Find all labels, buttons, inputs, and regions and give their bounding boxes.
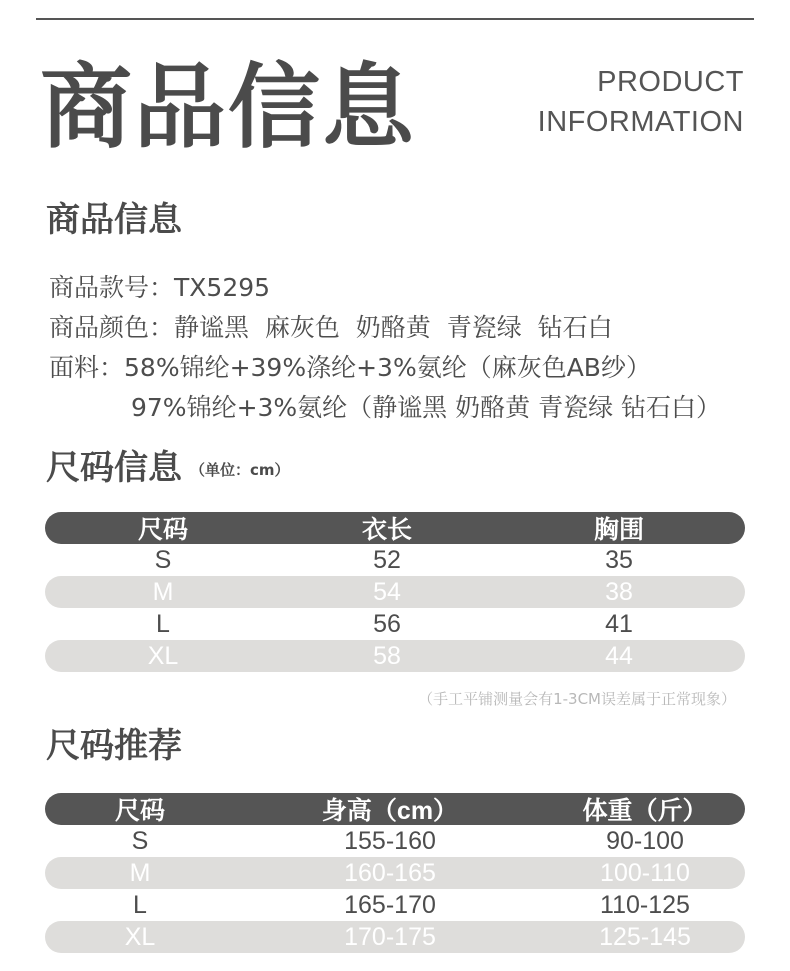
table-cell: XL: [147, 641, 179, 670]
table-cell: 56: [373, 609, 401, 638]
size-recommend-heading: 尺码推荐: [46, 726, 182, 766]
header-cell-chest: 胸围: [593, 516, 644, 544]
table-row: [45, 825, 745, 857]
size-info-table: [45, 512, 745, 672]
fabric-label: 面料：: [49, 353, 125, 382]
table-row: [45, 889, 745, 921]
table-cell: 41: [605, 609, 633, 638]
color-label: 商品颜色：: [49, 313, 175, 342]
fabric-line-2: 97%锦纶+3%氨纶（静谧黑 奶酪黄 青瓷绿 钻石白）: [131, 393, 722, 422]
table-cell: 52: [373, 545, 401, 574]
table-cell: 100-110: [600, 858, 690, 887]
hero-english-line-1: PRODUCT: [597, 66, 744, 98]
top-divider: [36, 18, 754, 20]
table-cell: 155-160: [344, 826, 436, 855]
table-cell: 35: [605, 545, 633, 574]
table-header-row: [45, 512, 745, 544]
fabric-line-1: 58%锦纶+39%涤纶+3%氨纶（麻灰色AB纱）: [124, 353, 651, 382]
model-label: 商品款号：: [49, 273, 175, 302]
size-recommend-table: [45, 793, 745, 953]
table-header-row: [45, 793, 745, 825]
header-cell-weight: 体重（斤）: [582, 797, 708, 825]
table-cell: XL: [124, 922, 156, 951]
table-cell: S: [154, 545, 172, 574]
hero-english-title: [538, 62, 744, 142]
header-cell-length: 衣长: [361, 516, 412, 544]
table-cell: 90-100: [606, 826, 684, 855]
table-cell: 170-175: [344, 922, 436, 951]
header-cell-size: 尺码: [114, 797, 165, 825]
table-cell: 125-145: [599, 922, 691, 951]
measurement-note: （手工平铺测量会有1-3CM误差属于正常现象）: [418, 690, 736, 708]
table-row: [45, 640, 745, 672]
product-info-heading: 商品信息: [46, 200, 182, 240]
model-value: TX5295: [174, 273, 271, 302]
header-cell-height: 身高（cm）: [321, 797, 459, 825]
color-row: [49, 308, 721, 348]
hero-english-line-2: INFORMATION: [537, 106, 744, 138]
model-row: [49, 268, 721, 308]
table-row: [45, 576, 745, 608]
color-value: 静谧黑 麻灰色 奶酪黄 青瓷绿 钻石白: [174, 313, 613, 342]
table-cell: S: [131, 826, 149, 855]
table-row: [45, 608, 745, 640]
table-cell: L: [133, 890, 147, 919]
size-info-heading: [46, 446, 290, 492]
table-row: [45, 857, 745, 889]
table-cell: 160-165: [344, 858, 436, 887]
table-cell: 110-125: [600, 890, 690, 919]
fabric-row: [49, 348, 721, 388]
product-info-block: [49, 268, 721, 428]
table-cell: 54: [373, 577, 401, 606]
table-cell: 38: [605, 577, 633, 606]
table-cell: M: [129, 858, 151, 887]
header-cell-size: 尺码: [137, 516, 188, 544]
table-row: [45, 921, 745, 953]
size-info-title: 尺码信息: [46, 448, 182, 488]
table-cell: 58: [373, 641, 401, 670]
fabric-row-2: [49, 388, 721, 428]
hero-title: 商品信息: [40, 54, 417, 161]
table-cell: 165-170: [344, 890, 436, 919]
table-cell: L: [156, 609, 170, 638]
size-info-unit: （单位：cm）: [190, 461, 290, 479]
table-row: [45, 544, 745, 576]
table-cell: M: [152, 577, 174, 606]
table-cell: 44: [605, 641, 633, 670]
